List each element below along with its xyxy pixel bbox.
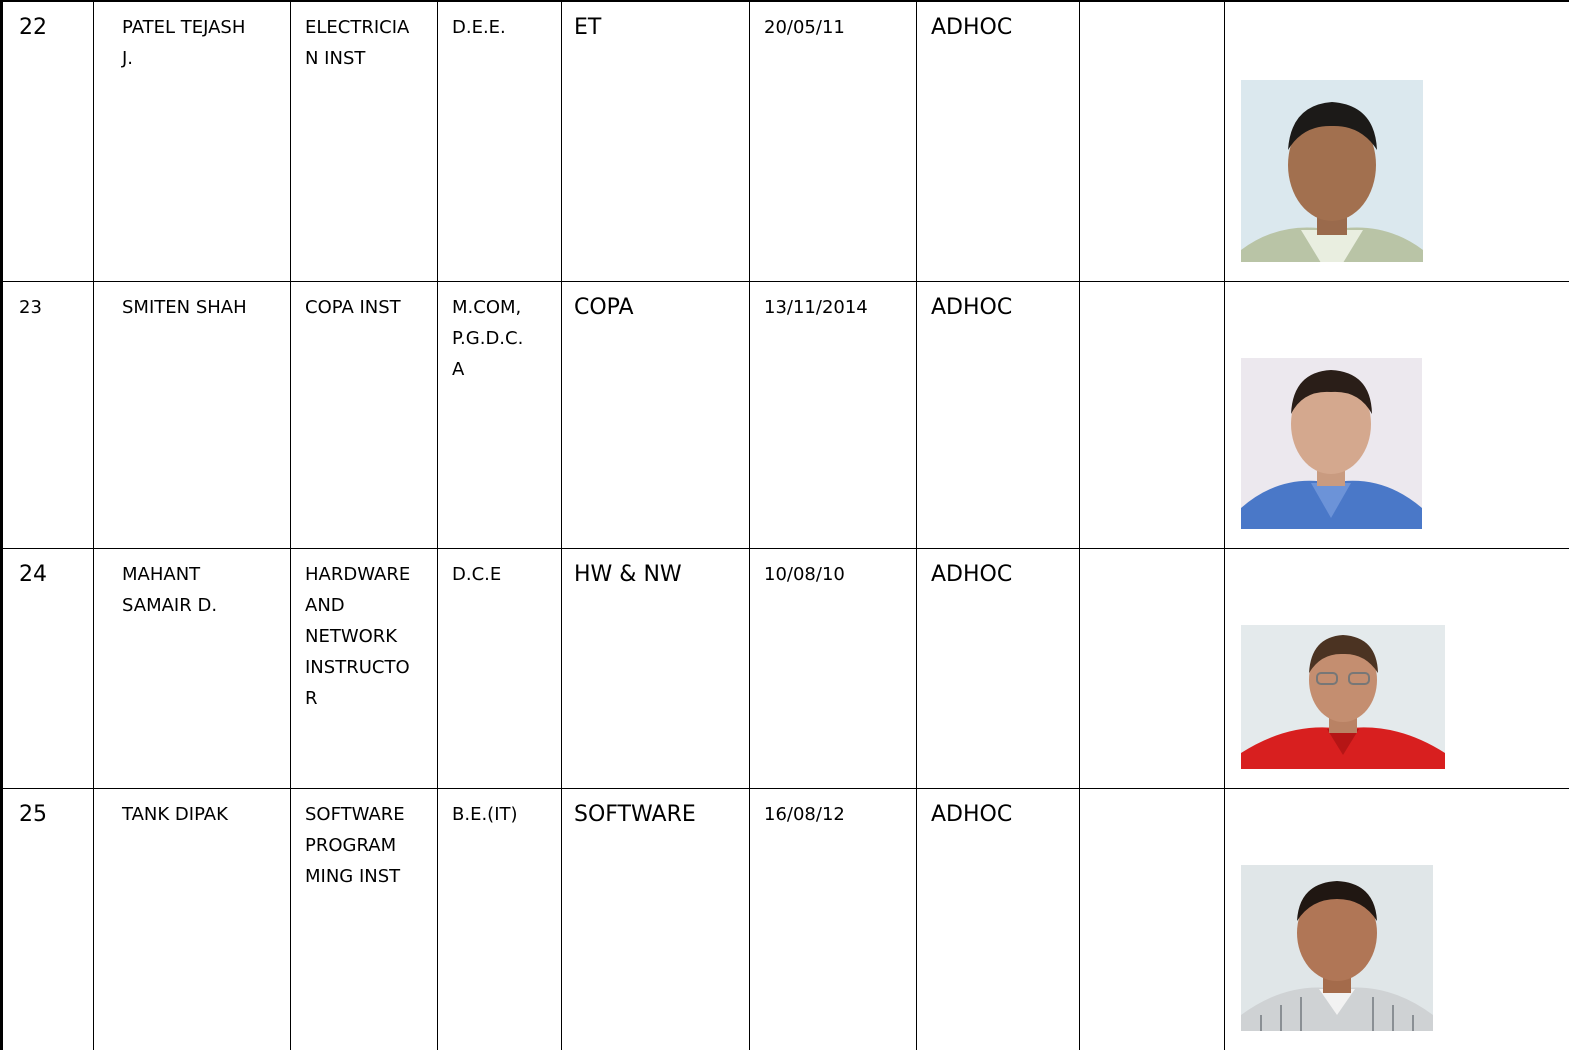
name-cell (94, 1, 291, 282)
post-cell (291, 282, 438, 549)
joining-date: 20/05/11 (750, 2, 916, 43)
photo-cell (1225, 549, 1569, 789)
table-row (2, 789, 1569, 1050)
staff-name: SMITEN SHAH (94, 282, 290, 323)
qualification-cell (438, 789, 562, 1050)
joining-date: 10/08/10 (750, 549, 916, 590)
status-cell (917, 1, 1080, 282)
remarks-cell (1080, 282, 1225, 549)
serial-number-cell (2, 549, 94, 789)
appointment-status: ADHOC (917, 789, 1079, 830)
serial-number-cell (2, 789, 94, 1050)
name-cell (94, 282, 291, 549)
trade: SOFTWARE (562, 789, 749, 830)
staff-name: TANK DIPAK (94, 789, 290, 830)
date-cell (750, 282, 917, 549)
post-cell (291, 789, 438, 1050)
staff-name: PATEL TEJASH J. (94, 2, 290, 74)
date-cell (750, 1, 917, 282)
trade-cell (562, 789, 750, 1050)
remarks-cell (1080, 789, 1225, 1050)
trade-cell (562, 549, 750, 789)
serial-number-cell (2, 282, 94, 549)
status-cell (917, 549, 1080, 789)
trade-cell (562, 282, 750, 549)
serial-number: 25 (3, 789, 93, 830)
status-cell (917, 789, 1080, 1050)
qualification-cell (438, 1, 562, 282)
trade: COPA (562, 282, 749, 323)
trade: ET (562, 2, 749, 43)
remarks-cell (1080, 549, 1225, 789)
staff-name: MAHANT SAMAIR D. (94, 549, 290, 621)
serial-number: 23 (3, 282, 93, 323)
joining-date: 13/11/2014 (750, 282, 916, 323)
serial-number-cell (2, 1, 94, 282)
joining-date: 16/08/12 (750, 789, 916, 830)
table-row (2, 282, 1569, 549)
photo-cell (1225, 282, 1569, 549)
status-cell (917, 282, 1080, 549)
staff-photo (1241, 846, 1433, 1031)
post: COPA INST (291, 282, 437, 323)
post: HARDWARE AND NETWORK INSTRUCTO R (291, 549, 437, 714)
post-cell (291, 549, 438, 789)
appointment-status: ADHOC (917, 549, 1079, 590)
qualification: M.COM, P.G.D.C. A (438, 282, 561, 385)
serial-number: 24 (3, 549, 93, 590)
trade: HW & NW (562, 549, 749, 590)
appointment-status: ADHOC (917, 282, 1079, 323)
staff-photo (1241, 339, 1422, 529)
photo-cell (1225, 789, 1569, 1050)
serial-number: 22 (3, 2, 93, 43)
date-cell (750, 549, 917, 789)
post: ELECTRICIA N INST (291, 2, 437, 74)
date-cell (750, 789, 917, 1050)
post: SOFTWARE PROGRAM MING INST (291, 789, 437, 892)
table-row (2, 1, 1569, 282)
qualification: D.E.E. (438, 2, 561, 43)
post-cell (291, 1, 438, 282)
qualification-cell (438, 282, 562, 549)
trade-cell (562, 1, 750, 282)
photo-cell (1225, 1, 1569, 282)
staff-photo (1241, 61, 1423, 262)
remarks-cell (1080, 1, 1225, 282)
qualification: D.C.E (438, 549, 561, 590)
table-row (2, 549, 1569, 789)
name-cell (94, 789, 291, 1050)
staff-photo (1241, 606, 1445, 769)
qualification-cell (438, 549, 562, 789)
appointment-status: ADHOC (917, 2, 1079, 43)
name-cell (94, 549, 291, 789)
qualification: B.E.(IT) (438, 789, 561, 830)
